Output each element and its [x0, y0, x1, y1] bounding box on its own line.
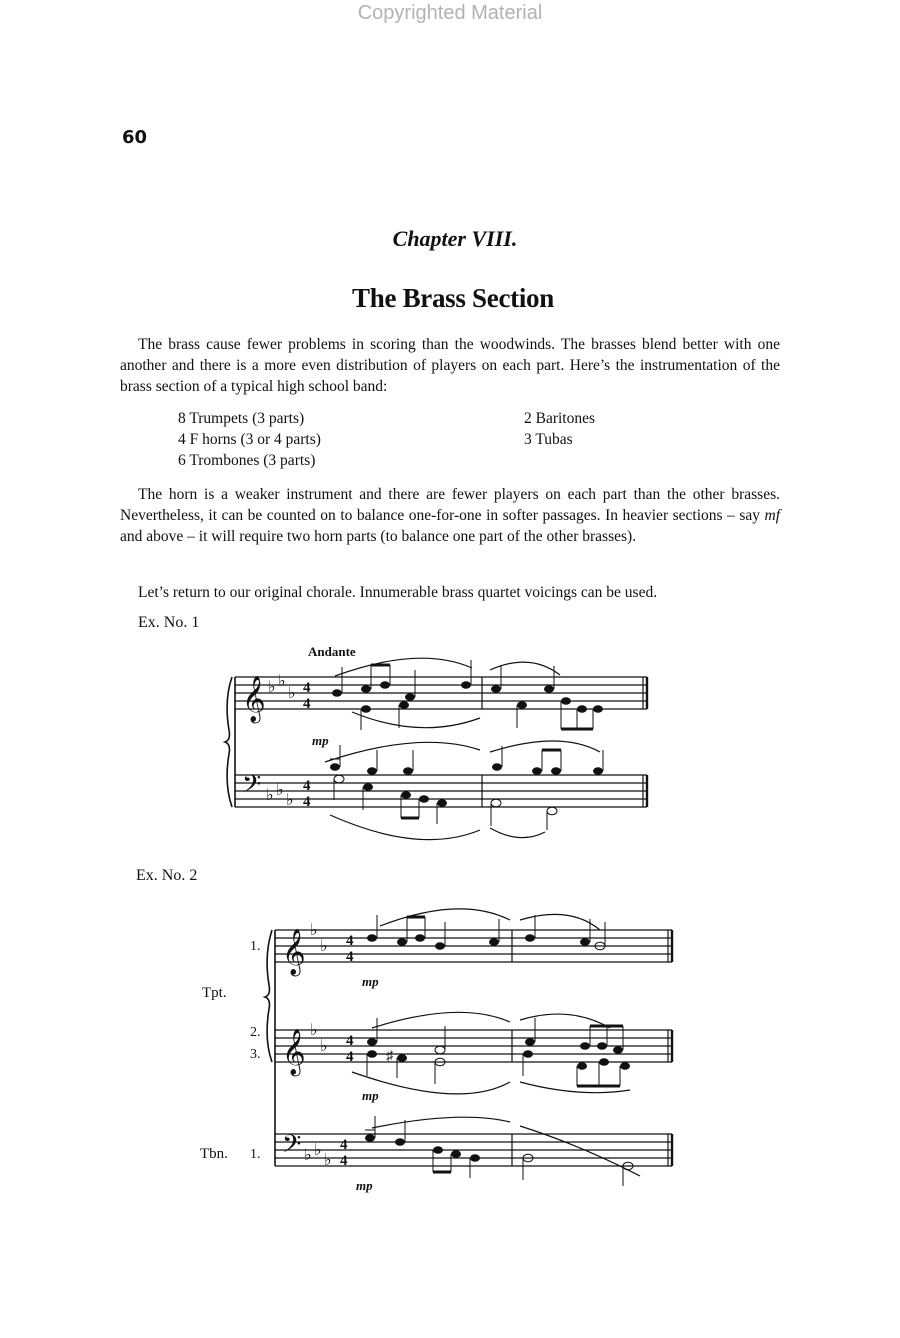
instrument-line: 6 Trombones (3 parts) — [178, 452, 316, 469]
part-label: 1. — [250, 939, 261, 954]
time-signature: 4 — [303, 680, 311, 696]
dynamic-marking: mp — [356, 1178, 373, 1193]
time-signature: 4 — [340, 1153, 348, 1169]
flat-icon: ♭ — [268, 679, 276, 696]
part-label: 1. — [250, 1147, 261, 1162]
flat-icon: ♭ — [276, 782, 284, 799]
flat-icon: ♭ — [320, 938, 328, 955]
chorale-paragraph: Let’s return to our original chorale. Innumerable brass quartet voicings can be used. — [138, 584, 658, 601]
ex2-tpt1-notes — [367, 915, 605, 950]
part-label: 3. — [250, 1047, 261, 1062]
instrument-line: 8 Trumpets (3 parts) — [178, 410, 305, 427]
sharp-icon: ♯ — [386, 1049, 393, 1064]
page-number: 60 — [122, 127, 148, 148]
ex1-bass-notes — [330, 745, 603, 830]
bass-clef-icon: 𝄢 — [282, 1131, 302, 1164]
flat-icon: ♭ — [286, 792, 294, 809]
time-signature: 4 — [303, 778, 311, 794]
ex2-tpt1-staff — [275, 930, 672, 962]
flat-icon: ♭ — [324, 1152, 332, 1169]
bass-clef-icon: 𝄢 — [242, 771, 262, 804]
flat-icon: ♭ — [314, 1142, 322, 1159]
time-signature: 4 — [340, 1137, 348, 1153]
horn-text-1: The horn is a weaker instrument and there are fewer players on each part than the other brasses. Nevertheless, it can be counted on to balance one-for-one in softer passages. In heavier sections – say — [120, 486, 780, 524]
flat-icon: ♭ — [278, 673, 286, 690]
trumpet-label: Tpt. — [202, 985, 227, 1001]
horn-text-2: and above – it will require two horn parts (to balance one part of the other brasses). — [120, 528, 637, 545]
instrument-line: 4 F horns (3 or 4 parts) — [178, 431, 321, 448]
time-signature: 4 — [346, 949, 354, 965]
section-title: The Brass Section — [352, 283, 554, 313]
example-2-label: Ex. No. 2 — [136, 867, 198, 884]
flat-icon: ♭ — [320, 1038, 328, 1055]
ex1-symbols — [242, 644, 603, 830]
example-1-label: Ex. No. 1 — [138, 614, 200, 631]
treble-clef-icon: 𝄞 — [242, 676, 266, 721]
instrument-line: 2 Baritones — [524, 410, 596, 427]
time-signature: 4 — [303, 794, 311, 810]
ex2-tbn-notes — [365, 1116, 633, 1186]
mf-dynamic: mf — [764, 507, 780, 524]
time-signature: 4 — [346, 933, 354, 949]
trombone-label: Tbn. — [200, 1146, 228, 1162]
dynamic-marking: mp — [362, 1088, 379, 1103]
time-signature: 4 — [303, 696, 311, 712]
dynamic-marking: mp — [362, 974, 379, 989]
flat-icon: ♭ — [288, 685, 296, 702]
time-signature: 4 — [346, 1049, 354, 1065]
ex2-tpt23-staff — [275, 1030, 672, 1062]
ex2-tpt23-notes — [367, 1018, 630, 1086]
chapter-heading: Chapter VIII. — [392, 226, 518, 251]
treble-clef-icon: 𝄞 — [282, 929, 306, 974]
instrument-line: 3 Tubas — [524, 431, 573, 448]
tempo-marking: Andante — [308, 644, 356, 659]
time-signature: 4 — [346, 1033, 354, 1049]
flat-icon: ♭ — [310, 1022, 318, 1039]
flat-icon: ♭ — [310, 922, 318, 939]
ex1-treble-staff — [235, 677, 647, 709]
flat-icon: ♭ — [266, 787, 274, 804]
dynamic-marking: mp — [312, 733, 329, 748]
flat-icon: ♭ — [304, 1147, 312, 1164]
intro-paragraph: The brass cause fewer problems in scoring than the woodwinds. The brasses blend better with one another and there is a more even distribution of players on each part. Here’s the instrumentation of the brass section of a typical high school band: — [120, 336, 780, 395]
treble-clef-icon: 𝄞 — [282, 1029, 306, 1074]
part-label: 2. — [250, 1025, 261, 1040]
watermark: Copyrighted Material — [357, 2, 543, 24]
